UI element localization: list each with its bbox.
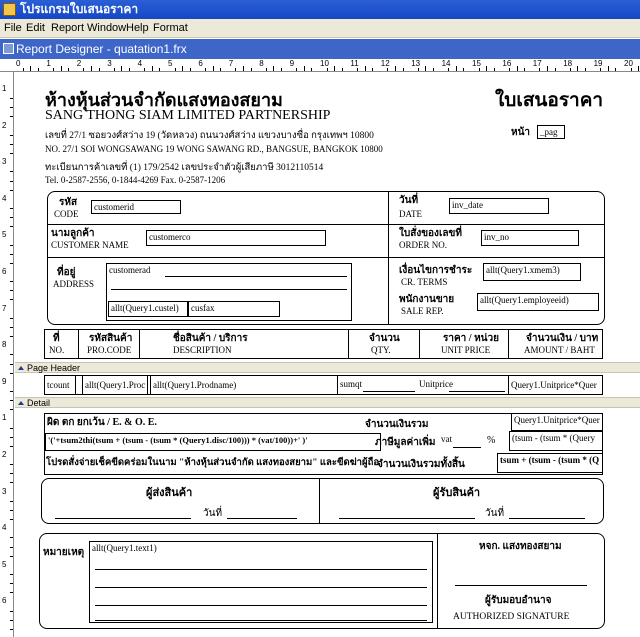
horizontal-ruler	[0, 59, 640, 72]
ruler-tick	[10, 290, 13, 291]
ruler-number: 6	[2, 267, 7, 276]
ruler-tick	[638, 66, 639, 71]
address-label-thai: ที่อยู่	[57, 267, 76, 278]
ruler-tick	[10, 364, 13, 365]
ruler-number: 18	[563, 59, 573, 68]
code-label-english: CODE	[54, 209, 79, 219]
ruler-tick	[555, 68, 556, 71]
ruler-tick	[30, 66, 31, 71]
ruler-number: 2	[2, 450, 7, 459]
col-unit-price-thai: ราคา / หน่วย	[443, 333, 499, 344]
ruler-number: 2	[2, 120, 7, 130]
document-title: ใบเสนอราคา	[495, 90, 604, 111]
document-title-bar: Report Designer - quatation1.frx	[0, 39, 640, 59]
ruler-number: 7	[228, 59, 234, 68]
seller-date-line	[227, 518, 297, 519]
ruler-number: 10	[320, 59, 329, 68]
ruler-tick	[91, 66, 92, 71]
ruler-tick	[448, 68, 449, 71]
ruler-tick	[10, 281, 13, 282]
remark-line-2	[95, 587, 427, 588]
ruler-tick	[213, 66, 214, 71]
ruler-number: 4	[2, 523, 7, 533]
customer-fax-field[interactable]: cusfax	[188, 301, 280, 317]
ruler-tick	[10, 226, 13, 227]
customer-id-field[interactable]: customerid	[91, 200, 181, 214]
ruler-tick	[10, 592, 13, 593]
ruler-tick	[311, 68, 312, 71]
ruler-tick	[10, 574, 13, 575]
ruler-tick	[23, 68, 24, 71]
remarks-divider	[437, 534, 438, 628]
ruler-number: 17	[532, 59, 542, 68]
ruler-tick	[365, 66, 366, 71]
ruler-tick	[190, 68, 191, 71]
ruler-tick	[10, 547, 13, 548]
ruler-tick	[182, 66, 183, 71]
order-number-field[interactable]: inv_no	[481, 230, 579, 246]
ruler-tick	[10, 629, 13, 630]
customer-name-label-thai: นามลูกค้า	[51, 228, 95, 239]
ruler-number: 12	[380, 59, 390, 68]
invoice-date-field[interactable]: inv_date	[449, 198, 549, 214]
ruler-tick	[99, 68, 100, 71]
total-label: จำนวนเงินรวม	[365, 419, 429, 430]
ruler-tick	[631, 68, 632, 71]
code-label-thai: รหัส	[59, 197, 78, 208]
ruler-tick	[304, 66, 305, 71]
ruler-tick	[129, 68, 130, 71]
detail-quantity-field[interactable]: sumqt	[340, 379, 363, 389]
collapse-arrow-icon[interactable]	[18, 401, 24, 405]
remark-line-4	[95, 620, 427, 621]
ruler-number: 4	[2, 193, 7, 203]
vat-amount-field[interactable]: (tsum - (tsum * (Query	[509, 431, 603, 451]
ruler-tick	[10, 254, 13, 255]
date-label-english: DATE	[399, 209, 422, 219]
ruler-tick	[539, 68, 540, 71]
detail-product-name-field[interactable]: allt(Query1.Prodname)	[150, 375, 338, 395]
collapse-arrow-icon[interactable]	[18, 366, 24, 370]
ruler-number: 8	[259, 59, 264, 68]
ruler-tick	[10, 373, 13, 374]
col-code-english: PRO.CODE	[87, 345, 132, 355]
ruler-tick	[585, 68, 586, 71]
ruler-tick	[395, 66, 396, 71]
ruler-tick	[159, 68, 160, 71]
menu-window[interactable]: Window	[87, 22, 127, 34]
band-label: Detail	[27, 398, 51, 408]
ruler-tick	[342, 68, 343, 71]
col-amount-english: AMOUNT / BAHT	[524, 345, 595, 355]
grand-total-label: จำนวนเงินรวมทั้งสิ้น	[377, 459, 465, 470]
receiver-signature-line	[339, 518, 475, 519]
col-divider	[139, 329, 140, 359]
menu-edit[interactable]: Edit	[26, 22, 45, 34]
ruler-tick	[456, 66, 457, 71]
company-address-thai: เลขที่ 27/1 ซอยวงศ์สว่าง 19 (วัดหลวง) ถนนวงศ์สว่าง แขวงบางซื่อ กรุงเทพฯ 10800	[45, 131, 374, 141]
customer-name-label-english: CUSTOMER NAME	[51, 240, 129, 250]
detail-unit-price-field[interactable]: Unitprice	[419, 379, 453, 389]
ruler-tick	[357, 68, 358, 71]
ruler-tick	[10, 208, 13, 209]
app-title-bar: โปรแกรมใบเสนอราคา	[0, 0, 640, 19]
ruler-number: 1	[46, 59, 51, 68]
customer-tel-field[interactable]: allt(Query1.custel)	[108, 301, 188, 317]
col-code-thai: รหัสสินค้า	[89, 333, 133, 344]
detail-count-field[interactable]: tcount	[44, 375, 76, 395]
band-label: Page Header	[27, 363, 81, 373]
detail-amount-field[interactable]: Query1.Unitprice*Quer	[508, 375, 603, 395]
ruler-tick	[10, 620, 13, 621]
ruler-number: 6	[2, 596, 7, 606]
col-unit-price-english: UNIT PRICE	[441, 345, 491, 355]
report-icon	[3, 43, 14, 54]
col-divider	[419, 329, 420, 359]
ruler-tick	[61, 66, 62, 71]
ruler-tick	[68, 68, 69, 71]
seller-label: ผู้ส่งสินค้า	[146, 487, 193, 499]
menu-format[interactable]: Format	[153, 22, 188, 34]
col-description-thai: ชื่อสินค้า / บริการ	[173, 333, 248, 344]
ruler-number: 9	[2, 376, 7, 386]
customer-name-field[interactable]: customerco	[146, 230, 326, 246]
detail-row-frame	[44, 375, 603, 395]
menu-help[interactable]: Help	[126, 22, 149, 34]
ruler-tick	[10, 190, 13, 191]
page-header-band[interactable]	[15, 362, 640, 373]
company-name-thai: ห้างหุ้นส่วนจำกัดแสงทองสยาม	[45, 90, 283, 110]
ruler-tick	[10, 437, 13, 438]
info-divider	[388, 192, 389, 324]
ruler-tick	[10, 116, 13, 117]
col-divider	[78, 329, 79, 359]
col-no-thai: ที่	[53, 333, 60, 344]
menu-report[interactable]: Report	[51, 22, 85, 34]
ruler-tick	[10, 464, 13, 465]
ruler-tick	[10, 400, 13, 401]
ruler-tick	[433, 68, 434, 71]
ruler-tick	[577, 66, 578, 71]
ruler-tick	[38, 68, 39, 71]
terms-label-english: CR. TERMS	[401, 277, 448, 287]
col-amount-thai: จำนวนเงิน / บาท	[526, 333, 599, 344]
total-amount-field[interactable]: Query1.Unitprice*Quer	[511, 413, 603, 431]
remark-line-1	[95, 569, 427, 570]
customer-address-field[interactable]: customerad	[106, 263, 352, 321]
terms-label-thai: เงื่อนไขการชำระ	[399, 265, 473, 276]
ruler-number: 1	[2, 413, 7, 423]
address-line-1	[165, 276, 347, 277]
ruler-tick	[10, 153, 13, 154]
ruler-number: 19	[593, 59, 603, 68]
authorized-label-english: AUTHORIZED SIGNATURE	[453, 612, 570, 622]
ruler-tick	[10, 611, 13, 612]
ruler-tick	[10, 336, 13, 337]
signature-divider	[319, 479, 320, 523]
ruler-tick	[10, 537, 13, 538]
col-qty-thai: จำนวน	[369, 333, 400, 344]
ruler-tick	[479, 68, 480, 71]
ruler-tick	[266, 68, 267, 71]
remark-field[interactable]: allt(Query1.text1)	[89, 541, 433, 623]
company-short-name: หจก. แสงทองสยาม	[479, 541, 562, 552]
ruler-tick	[517, 66, 518, 71]
page-number-field[interactable]: _pag	[537, 125, 565, 139]
app-icon	[3, 3, 16, 16]
ruler-tick	[570, 68, 571, 71]
ruler-tick	[10, 391, 13, 392]
ruler-number: 8	[2, 340, 7, 350]
seller-signature-line	[55, 518, 191, 519]
vat-label: ภาษีมูลค่าเพิ่ม	[375, 437, 436, 448]
ruler-number: 0	[16, 59, 21, 68]
ruler-number: 3	[2, 486, 7, 496]
sales-rep-label-english: SALE REP.	[401, 306, 444, 316]
ruler-number: 7	[2, 303, 7, 313]
ruler-tick	[53, 68, 54, 71]
ruler-number: 9	[289, 59, 295, 68]
ruler-tick	[10, 446, 13, 447]
order-number-label-english: ORDER NO.	[399, 240, 448, 250]
detail-product-code-field[interactable]: allt(Query1.Proc	[82, 375, 148, 395]
eoe-text: ผิด ตก ยกเว้น / E. & O. E.	[47, 417, 157, 428]
ruler-tick	[10, 519, 13, 520]
ruler-tick	[273, 66, 274, 71]
ruler-tick	[403, 68, 404, 71]
ruler-tick	[235, 68, 236, 71]
col-divider	[348, 329, 349, 359]
amount-in-words-formula[interactable]: '('+tsum2thi(tsum + (tsum - (tsum * (Query1.disc/100))) * (vat/100))+' )'	[45, 433, 381, 451]
ruler-tick	[10, 181, 13, 182]
ruler-tick	[10, 98, 13, 99]
ruler-tick	[615, 68, 616, 71]
ruler-tick	[243, 66, 244, 71]
ruler-tick	[10, 583, 13, 584]
ruler-tick	[10, 482, 13, 483]
ruler-tick	[372, 68, 373, 71]
company-telephone: Tel. 0-2587-2556, 0-1844-4269 Fax. 0-2587-1206	[45, 175, 226, 185]
info-divider-row2	[48, 257, 604, 258]
ruler-number: 5	[168, 59, 173, 68]
date-label-thai: วันที่	[399, 195, 419, 206]
percent-sign: %	[487, 435, 496, 446]
ruler-tick	[10, 556, 13, 557]
vat-percent-field[interactable]: vat	[441, 434, 452, 444]
col-no-english: NO.	[49, 345, 65, 355]
ruler-tick	[418, 68, 419, 71]
ruler-tick	[524, 68, 525, 71]
ruler-tick	[334, 66, 335, 71]
ruler-number: 16	[502, 59, 512, 68]
company-address-english: NO. 27/1 SOI WONGSAWANG 19 WONG SAWANG RD., BANGSUE, BANGKOK 10800	[45, 144, 383, 154]
ruler-tick	[486, 66, 487, 71]
ruler-number: 13	[411, 59, 421, 68]
remark-label: หมายเหตุ	[43, 547, 85, 558]
ruler-tick	[83, 68, 84, 71]
seller-date-label: วันที่	[203, 508, 223, 519]
ruler-tick	[10, 318, 13, 319]
ruler-number: 15	[472, 59, 481, 68]
receiver-label: ผู้รับสินค้า	[433, 487, 481, 499]
ruler-tick	[463, 68, 464, 71]
ruler-tick	[10, 510, 13, 511]
ruler-number: 3	[2, 157, 7, 167]
ruler-number: 14	[441, 59, 451, 68]
ruler-tick	[10, 299, 13, 300]
ruler-tick	[327, 68, 328, 71]
address-label-english: ADDRESS	[53, 279, 95, 289]
ruler-tick	[10, 144, 13, 145]
grand-total-field[interactable]: tsum + (tsum - (tsum * (Q	[497, 453, 603, 473]
ruler-tick	[296, 68, 297, 71]
col-description-english: DESCRIPTION	[173, 345, 232, 355]
ruler-tick	[10, 135, 13, 136]
ruler-tick	[220, 68, 221, 71]
remark-line-3	[95, 605, 427, 606]
authorized-label-thai: ผู้รับมอบอำนาจ	[485, 595, 552, 606]
ruler-tick	[175, 68, 176, 71]
ruler-number: 11	[350, 59, 359, 68]
ruler-tick	[600, 68, 601, 71]
ruler-number: 5	[2, 230, 7, 240]
ruler-tick	[10, 263, 13, 264]
ruler-tick	[10, 171, 13, 172]
address-line-2	[111, 289, 347, 290]
report-canvas	[15, 73, 640, 637]
ruler-number: 1	[2, 84, 7, 93]
ruler-tick	[10, 107, 13, 108]
receiver-date-label: วันที่	[485, 508, 505, 519]
ruler-tick	[10, 245, 13, 246]
ruler-tick	[114, 68, 115, 71]
receiver-date-line	[509, 518, 585, 519]
col-qty-english: QTY.	[371, 345, 391, 355]
ruler-tick	[387, 68, 388, 71]
ruler-tick	[152, 66, 153, 71]
ruler-tick	[205, 68, 206, 71]
ruler-number: 3	[107, 59, 112, 68]
ruler-tick	[281, 68, 282, 71]
order-number-label-thai: ใบสั่งของเลขที่	[399, 228, 462, 239]
ruler-tick	[251, 68, 252, 71]
ruler-number: 4	[137, 59, 143, 68]
ruler-number: 6	[198, 59, 203, 68]
col-divider	[508, 329, 509, 359]
company-registration: ทะเบียนการค้าเลขที่ (1) 179/2542 เลขประจำตัวผู้เสียภาษี 3012110514	[45, 163, 324, 173]
company-name-english: SANG THONG SIAM LIMITED PARTNERSHIP	[45, 108, 331, 123]
ruler-tick	[494, 68, 495, 71]
sales-rep-field[interactable]: allt(Query1.employeeid)	[477, 293, 599, 311]
ruler-tick	[547, 66, 548, 71]
ruler-tick	[10, 409, 13, 410]
credit-terms-field[interactable]: allt(Query1.xmem3)	[483, 263, 581, 281]
ruler-tick	[144, 68, 145, 71]
sales-rep-label-thai: พนักงานขาย	[399, 294, 455, 305]
page-label: หน้า	[511, 127, 531, 138]
detail-band[interactable]	[15, 397, 640, 408]
ruler-tick	[10, 473, 13, 474]
menu-file[interactable]: File	[4, 22, 22, 34]
ruler-tick	[608, 66, 609, 71]
ruler-number: 20	[624, 59, 633, 68]
cheque-payment-note: โปรดสั่งจ่ายเช็คขีดคร่อมในนาม "ห้างหุ้นส่วนจำกัด แสงทองสยาม" และขีดฆ่าผู้ถือ	[46, 458, 380, 468]
ruler-tick	[509, 68, 510, 71]
vat-underline	[453, 447, 481, 448]
info-divider-row1	[48, 224, 604, 225]
ruler-tick	[10, 354, 13, 355]
vertical-ruler	[0, 72, 14, 637]
ruler-tick	[10, 327, 13, 328]
ruler-number: 5	[2, 559, 7, 569]
authorized-signature-line	[455, 585, 587, 586]
ruler-number: 2	[76, 59, 82, 68]
ruler-tick	[10, 428, 13, 429]
ruler-tick	[10, 501, 13, 502]
ruler-tick	[121, 66, 122, 71]
ruler-tick	[10, 217, 13, 218]
ruler-tick	[425, 66, 426, 71]
